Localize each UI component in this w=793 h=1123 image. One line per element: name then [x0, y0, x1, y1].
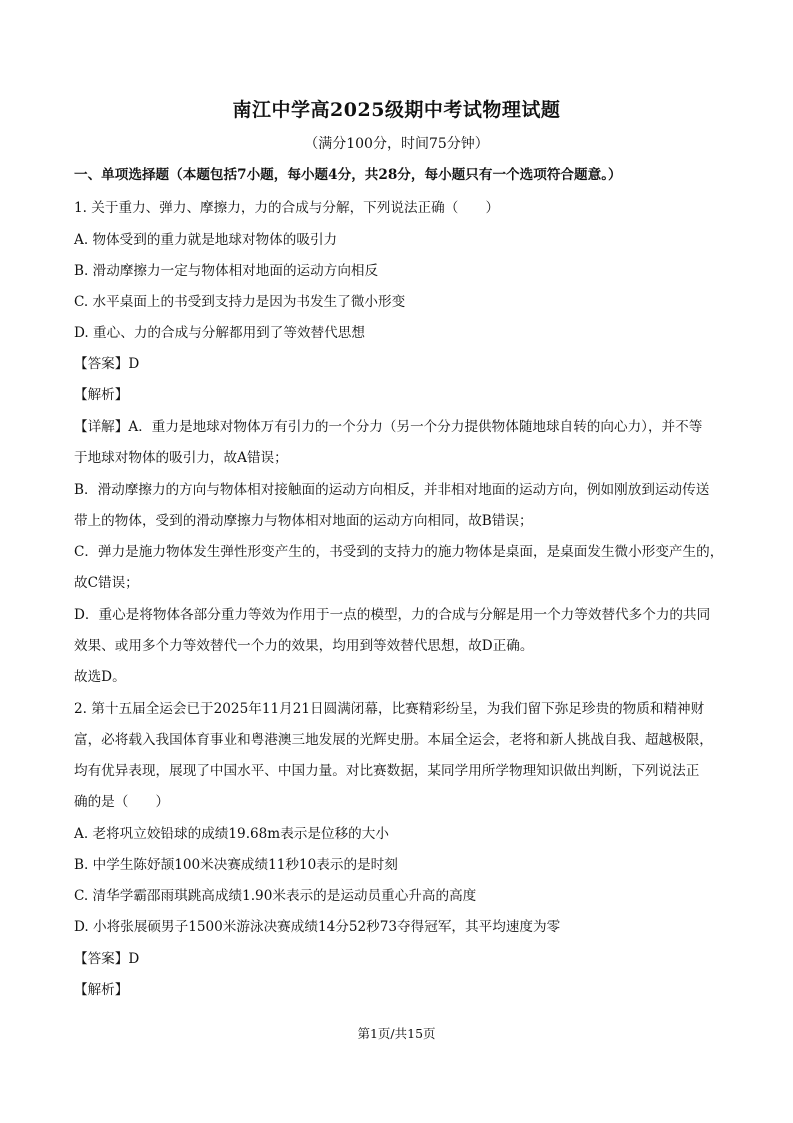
question-1-detail-line: 故C错误；	[74, 575, 139, 591]
question-2-option-c: C. 清华学霸邵雨琪跳高成绩1.90米表示的是运动员重心升高的高度	[74, 888, 477, 904]
question-1-detail-line: 【详解】A．重力是地球对物体万有引力的一个分力（另一个分力提供物体随地球自转的向心力），并不等	[74, 419, 703, 435]
question-1-detail-line: 带上的物体，受到的滑动摩擦力与物体相对地面的运动方向相同，故B错误；	[74, 513, 533, 529]
question-1-detail-line: 效果、或用多个力等效替代一个力的效果，均用到等效替代思想，故D正确。	[74, 638, 534, 654]
question-1-detail-line: D．重心是将物体各部分重力等效为作用于一点的模型，力的合成与分解是用一个力等效替代多个力的共同	[74, 607, 711, 623]
question-2-option-a: A. 老将巩立姣铅球的成绩19.68m表示是位移的大小	[74, 826, 389, 842]
question-2-stem-line: 富，必将载入我国体育事业和粤港澳三地发展的光辉史册。本届全运会，老将和新人挑战自我、超越极限，	[74, 732, 713, 748]
page-footer: 第1页/共15页	[357, 1026, 436, 1041]
question-2-option-d: D. 小将张展硕男子1500米游泳决赛成绩14分52秒73夺得冠军，其平均速度为零	[74, 919, 561, 935]
question-2-stem-line: 2. 第十五届全运会已于2025年11月21日圆满闭幕，比赛精彩纷呈，为我们留下弥足珍贵的物质和精神财	[74, 701, 705, 717]
question-1-option-d: D. 重心、力的合成与分解都用到了等效替代思想	[74, 325, 365, 341]
exam-subtitle: （满分100分，时间75分钟）	[304, 136, 489, 152]
question-1-detail-line: 于地球对物体的吸引力，故A错误；	[74, 450, 288, 466]
question-2-analysis-label: 【解析】	[74, 982, 129, 998]
question-2-stem-line: 确的是（ ）	[74, 794, 170, 810]
question-1-detail-line: C．弹力是施力物体发生弹性形变产生的，书受到的支持力的施力物体是桌面，是桌面发生微小形变产生的，	[74, 544, 724, 560]
question-2-stem-line: 均有优异表现，展现了中国水平、中国力量。对比赛数据，某同学用所学物理知识做出判断，下列说法正	[74, 763, 700, 779]
question-2-option-b: B. 中学生陈妤颉100米决赛成绩11秒10表示的是时刻	[74, 857, 398, 873]
question-1-analysis-label: 【解析】	[74, 387, 129, 403]
exam-title: 南江中学高2025级期中考试物理试题	[232, 99, 561, 121]
question-2-answer: 【答案】D	[74, 951, 140, 967]
question-1-stem: 1. 关于重力、弹力、摩擦力，力的合成与分解，下列说法正确（ ）	[74, 200, 500, 216]
question-1-option-c: C. 水平桌面上的书受到支持力是因为书发生了微小形变	[74, 294, 406, 310]
question-1-answer: 【答案】D	[74, 356, 140, 372]
question-1-detail-line: B．滑动摩擦力的方向与物体相对接触面的运动方向相反，并非相对地面的运动方向，例如刚放到运动传送	[74, 482, 710, 498]
question-1-option-b: B. 滑动摩擦力一定与物体相对地面的运动方向相反	[74, 263, 379, 279]
section-heading: 一、单项选择题（本题包括7小题，每小题4分，共28分，每小题只有一个选项符合题意。）	[74, 167, 622, 183]
question-1-conclusion: 故选D。	[74, 669, 126, 685]
question-1-option-a: A. 物体受到的重力就是地球对物体的吸引力	[74, 232, 338, 248]
